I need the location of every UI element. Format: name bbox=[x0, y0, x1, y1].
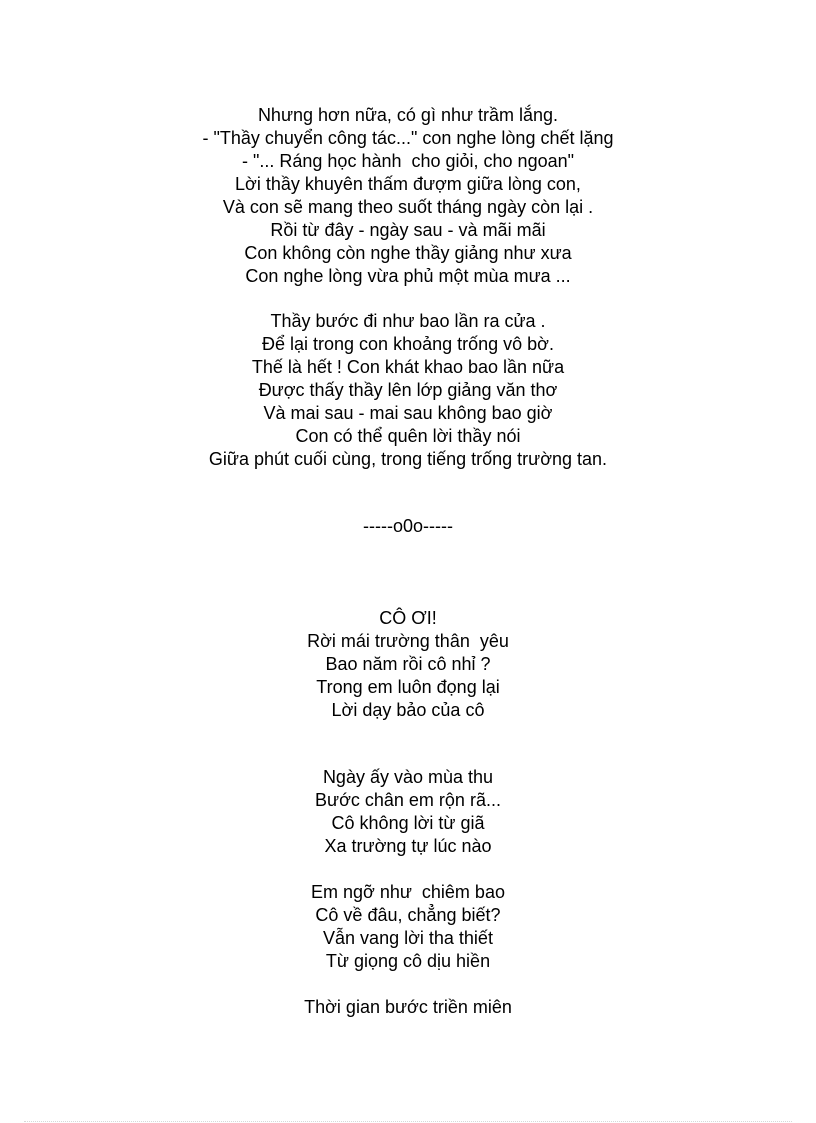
poem-stanza bbox=[0, 310, 816, 471]
poem-line: Con không còn nghe thầy giảng như xưa bbox=[244, 243, 572, 263]
poem-line: Lời thầy khuyên thấm đượm giữa lòng con, bbox=[235, 174, 581, 194]
poem-line: Thời gian bước triền miên bbox=[304, 997, 512, 1017]
poem-line: Giữa phút cuối cùng, trong tiếng trống trường tan. bbox=[208, 449, 608, 469]
poem-stanza bbox=[0, 766, 816, 858]
poem-title: CÔ ƠI! bbox=[379, 608, 437, 628]
poem-line: Lời dạy bảo của cô bbox=[331, 700, 485, 720]
poem-line: Và con sẽ mang theo suốt tháng ngày còn lại . bbox=[222, 197, 594, 217]
poem-line: - "... Ráng học hành cho giỏi, cho ngoan" bbox=[242, 151, 574, 171]
poem-line: Nhưng hơn nữa, có gì như trầm lắng. bbox=[257, 105, 559, 125]
poem-line: Con có thể quên lời thầy nói bbox=[295, 426, 521, 446]
poem-line: Thầy bước đi như bao lần ra cửa . bbox=[270, 311, 546, 331]
page-bottom-divider bbox=[24, 1121, 792, 1122]
poem-line: - "Thầy chuyển công tác..." con nghe lòng chết lặng bbox=[202, 128, 614, 148]
poem-stanza bbox=[0, 104, 816, 288]
poem-line: Để lại trong con khoảng trống vô bờ. bbox=[262, 334, 554, 354]
poem-stanza bbox=[0, 607, 816, 722]
poem-line: Rồi từ đây - ngày sau - và mãi mãi bbox=[270, 220, 546, 240]
poem-line: Cô không lời từ giã bbox=[331, 813, 485, 833]
poem-line: Và mai sau - mai sau không bao giờ bbox=[263, 403, 553, 423]
poem-line: Ngày ấy vào mùa thu bbox=[322, 767, 494, 787]
poem-stanza bbox=[0, 996, 816, 1019]
poem-line: Bước chân em rộn rã... bbox=[315, 790, 501, 810]
poem-stanza bbox=[0, 881, 816, 973]
poem-line: Con nghe lòng vừa phủ một mùa mưa ... bbox=[245, 266, 571, 286]
poem-line: Cô về đâu, chẳng biết? bbox=[315, 905, 501, 925]
poem-line: Bao năm rồi cô nhỉ ? bbox=[325, 654, 491, 674]
poem-line: Xa trường tự lúc nào bbox=[324, 836, 492, 856]
poem-line: Từ giọng cô dịu hiền bbox=[325, 951, 491, 971]
poem-line: Trong em luôn đọng lại bbox=[316, 677, 500, 697]
poem-line: Vẫn vang lời tha thiết bbox=[323, 928, 493, 948]
poem-line: Rời mái trường thân yêu bbox=[307, 631, 509, 651]
poem-line: Được thấy thầy lên lớp giảng văn thơ bbox=[258, 380, 558, 400]
poem-line: Thế là hết ! Con khát khao bao lần nữa bbox=[251, 357, 565, 377]
poem-line: Em ngỡ như chiêm bao bbox=[311, 882, 505, 902]
section-separator bbox=[0, 515, 816, 538]
separator-text: -----o0o----- bbox=[363, 516, 453, 536]
